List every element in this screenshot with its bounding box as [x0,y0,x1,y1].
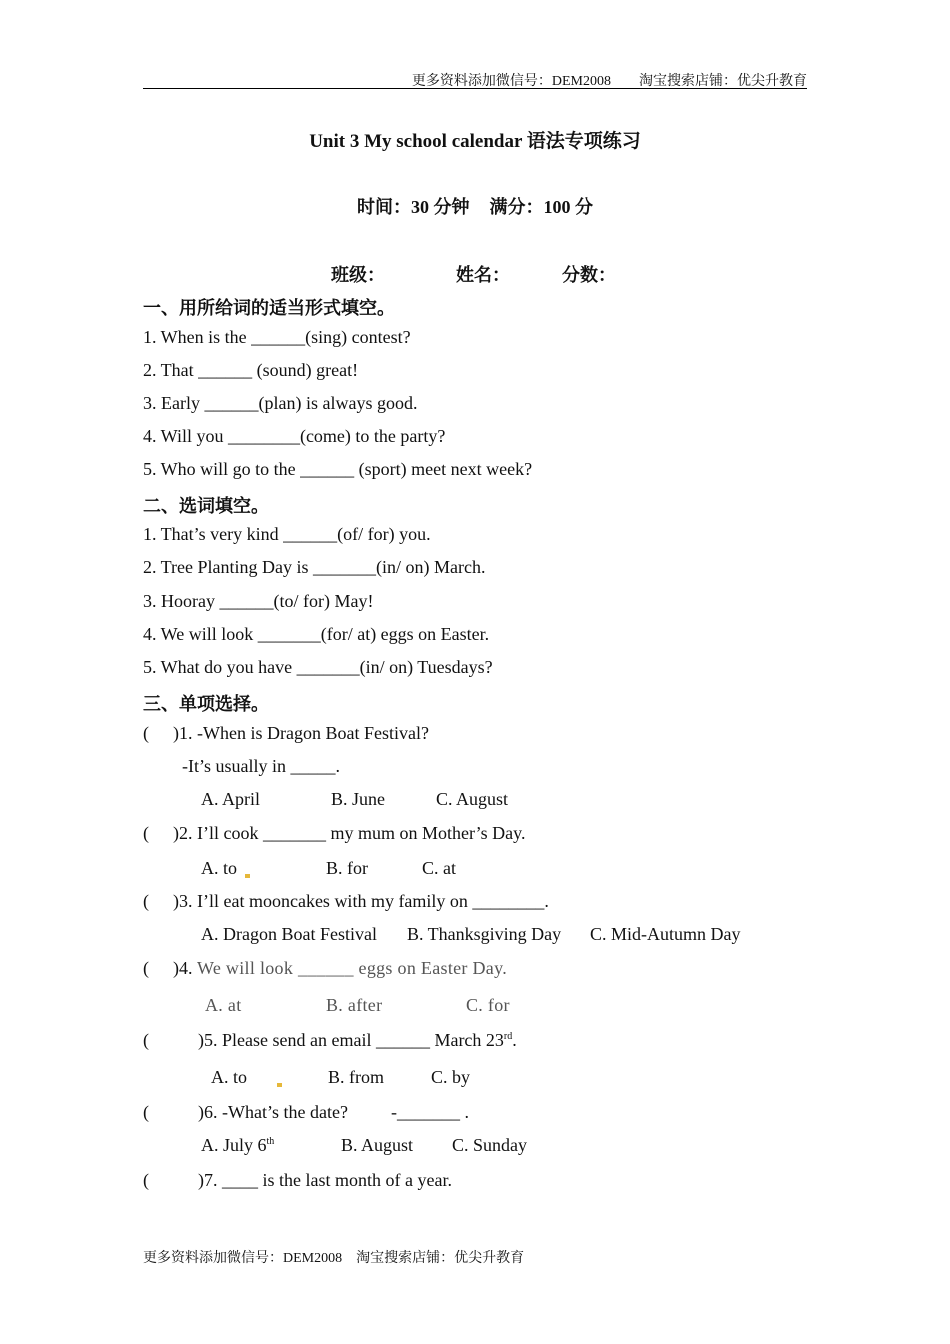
answer-paren: ( [143,1030,149,1050]
name-label: 姓名： [456,265,510,285]
class-label: 班级： [331,265,385,285]
time-label: 时间：30 分钟 [357,197,470,217]
q2-option-c: C. at [422,858,456,878]
q6-option-c: C. Sunday [452,1135,528,1155]
question-1-line2: -It’s usually in _____. [182,756,340,776]
answer-paren: ( [143,958,149,978]
q4-option-b: B. after [326,995,383,1015]
section1-item: 3. Early ______(plan) is always good. [143,393,418,413]
highlight-mark [245,874,250,878]
q6-option-a-text: A. July 6 [201,1135,267,1155]
answer-paren: ( [143,723,149,743]
question-7: )7. ____ is the last month of a year. [198,1170,452,1190]
section1-item: 2. That ______ (sound) great! [143,360,359,380]
question-4-number: )4. [173,958,197,978]
answer-paren: ( [143,1102,149,1122]
answer-paren: ( [143,823,149,843]
q2-option-b: B. for [326,858,368,878]
page-header: 更多资料添加微信号：DEM2008 淘宝搜索店铺：优尖升教育 [411,74,807,89]
score-label: 分数： [562,265,616,285]
header-rule [143,88,807,89]
section2-item: 5. What do you have _______(in/ on) Tuesdays? [143,657,493,677]
question-5-text: )5. Please send an email ______ March 23 [198,1030,504,1050]
full-score-label: 满分：100 分 [489,197,593,217]
q4-option-c: C. for [466,995,510,1015]
q6-option-a [201,1135,274,1156]
section3-heading: 三、单项选择。 [143,694,269,714]
question-1: )1. -When is Dragon Boat Festival? [173,723,429,743]
q5-option-c: C. by [431,1067,471,1087]
q5-option-a [211,1067,282,1088]
q6-option-b: B. August [341,1135,414,1155]
highlight-mark [277,1083,282,1087]
section2-item: 1. That’s very kind ______(of/ for) you. [143,524,431,544]
q1-option-c: C. August [436,789,509,809]
question-4 [173,958,507,979]
question-6-answer: -_______ . [391,1102,469,1122]
q3-option-c: C. Mid-Autumn Day [590,924,741,944]
answer-paren: ( [143,1170,149,1190]
q1-option-a: A. April [201,789,261,809]
section1-item: 4. Will you ________(come) to the party? [143,426,446,446]
section1-item: 1. When is the ______(sing) contest? [143,327,411,347]
question-6: )6. -What’s the date? [198,1102,348,1122]
answer-paren: ( [143,891,149,911]
question-5 [198,1030,517,1051]
ordinal-suffix: rd [503,1031,513,1042]
ordinal-suffix: th [266,1136,275,1147]
q2-option-a-text: A. to [201,858,237,878]
q5-option-a-text: A. to [211,1067,247,1087]
question-4-text: We will look ______ eggs on Easter Day. [197,958,508,978]
q1-option-b: B. June [331,789,385,809]
q4-option-a: A. at [205,995,242,1015]
section1-heading: 一、用所给词的适当形式填空。 [143,298,395,318]
section2-item: 4. We will look _______(for/ at) eggs on Easter. [143,624,490,644]
section2-item: 3. Hooray ______(to/ for) May! [143,591,374,611]
question-2: )2. I’ll cook _______ my mum on Mother’s Day. [173,823,526,843]
worksheet-title: Unit 3 My school calendar 语法专项练习 [309,131,641,152]
q5-option-b: B. from [328,1067,384,1087]
section2-item: 2. Tree Planting Day is _______(in/ on) March. [143,557,486,577]
q2-option-a [201,858,250,879]
question-5-end: . [512,1030,517,1050]
section2-heading: 二、选词填空。 [143,496,269,516]
question-3: )3. I’ll eat mooncakes with my family on ________. [173,891,549,911]
section1-item: 5. Who will go to the ______ (sport) meet next week? [143,459,533,479]
q3-option-a: A. Dragon Boat Festival [201,924,377,944]
page-footer: 更多资料添加微信号：DEM2008 淘宝搜索店铺：优尖升教育 [143,1251,525,1266]
q3-option-b: B. Thanksgiving Day [407,924,562,944]
time-score-line [0,193,950,219]
